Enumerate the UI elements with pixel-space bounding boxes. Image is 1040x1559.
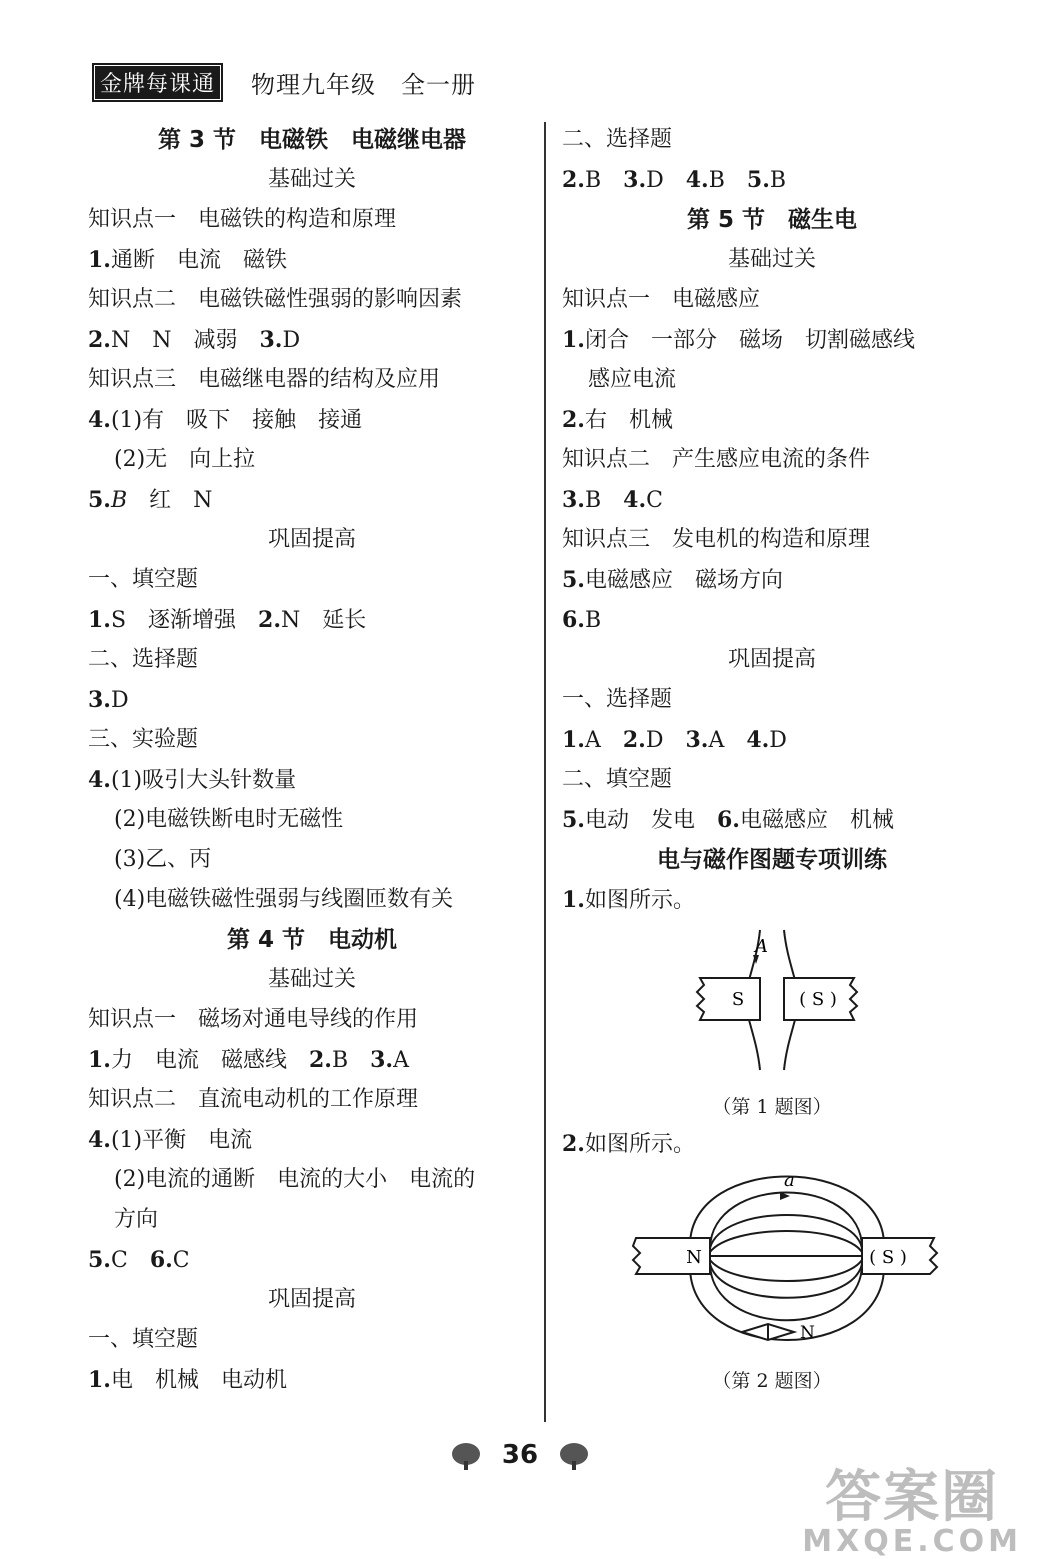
magnet-left-pole: S bbox=[731, 989, 745, 1010]
answer-line: 3.B 4.C bbox=[562, 487, 663, 513]
s5-kp2: 知识点二 产生感应电流的条件 bbox=[562, 447, 871, 472]
magnet-left bbox=[697, 978, 760, 1020]
book-subtitle: 物理九年级 全一册 bbox=[251, 70, 477, 99]
answer-line: (2)电磁铁断电时无磁性 bbox=[114, 807, 344, 832]
s5-basic-heading: 基础过关 bbox=[727, 247, 816, 272]
section-4-title: 第 4 节 电动机 bbox=[226, 927, 398, 953]
s5-choice-heading: 一、选择题 bbox=[562, 687, 673, 712]
answer-line: (2)电流的通断 电流的大小 电流的 bbox=[114, 1167, 476, 1192]
answer-line: 5.电磁感应 磁场方向 bbox=[562, 567, 783, 593]
answer-line: 5.C 6.C bbox=[88, 1247, 190, 1273]
needle-pole: N bbox=[800, 1323, 815, 1343]
answer-line: 1.通断 电流 磁铁 bbox=[88, 247, 287, 273]
r-choice-heading: 二、选择题 bbox=[562, 127, 673, 152]
field-line bbox=[710, 1264, 862, 1320]
field-line bbox=[710, 1193, 862, 1249]
answer-line: 5.电动 发电 6.电磁感应 机械 bbox=[562, 807, 894, 833]
field-line bbox=[710, 1231, 862, 1252]
s3-kp3: 知识点三 电磁继电器的结构及应用 bbox=[88, 367, 441, 392]
page-header bbox=[92, 62, 476, 102]
label-a: A bbox=[755, 936, 768, 957]
answer-line: (2)无 向上拉 bbox=[114, 447, 256, 472]
answer-line: 6.B bbox=[562, 607, 602, 633]
leaf-icon bbox=[449, 1441, 483, 1471]
answer-line: 2.B 3.D 4.B 5.B bbox=[562, 167, 787, 193]
s3-basic-heading: 基础过关 bbox=[267, 167, 356, 192]
answer-line: 1.力 电流 磁感线 2.B 3.A bbox=[88, 1047, 409, 1073]
figure-2 bbox=[562, 1164, 982, 1364]
magnet-left-pole: N bbox=[686, 1247, 702, 1268]
answer-line: 4.(1)吸引大头针数量 bbox=[88, 767, 297, 793]
watermark-line1: 答案圈 bbox=[825, 1465, 1000, 1530]
label-a: a bbox=[784, 1170, 795, 1191]
figure-1-caption: （第 1 题图） bbox=[712, 1096, 832, 1118]
answer-line: 1.电 机械 电动机 bbox=[88, 1367, 287, 1393]
column-divider bbox=[544, 122, 546, 1422]
answer-line: 5.B 红 N bbox=[88, 487, 213, 513]
figure-1 bbox=[562, 920, 982, 1090]
answer-line: (4)电磁铁磁性强弱与线圈匝数有关 bbox=[114, 887, 454, 912]
s3-kp2: 知识点二 电磁铁磁性强弱的影响因素 bbox=[88, 287, 463, 312]
s5-consolidate-heading: 巩固提高 bbox=[727, 647, 816, 672]
s4-basic-heading: 基础过关 bbox=[267, 967, 356, 992]
s5-kp1: 知识点一 电磁感应 bbox=[562, 287, 761, 312]
answer-line: 4.(1)平衡 电流 bbox=[88, 1127, 253, 1153]
s3-kp1: 知识点一 电磁铁的构造和原理 bbox=[88, 207, 397, 232]
answer-line: 3.D bbox=[88, 687, 129, 713]
figure-1-diagram bbox=[562, 920, 982, 1090]
leaf-icon bbox=[557, 1441, 591, 1471]
s4-consolidate-heading: 巩固提高 bbox=[267, 1287, 356, 1312]
answer-line: 感应电流 bbox=[588, 367, 677, 392]
answer-line: 方向 bbox=[114, 1207, 159, 1232]
s3-fill-heading: 一、填空题 bbox=[88, 567, 199, 592]
s3-consolidate-heading: 巩固提高 bbox=[267, 527, 356, 552]
answer-line: 2.右 机械 bbox=[562, 407, 673, 433]
s4-kp1: 知识点一 磁场对通电导线的作用 bbox=[88, 1007, 419, 1032]
s5-fill-heading: 二、填空题 bbox=[562, 767, 673, 792]
answer-line: 1.闭合 一部分 磁场 切割磁感线 bbox=[562, 327, 915, 353]
right-column bbox=[562, 120, 982, 1398]
special-training-title: 电与磁作图题专项训练 bbox=[657, 847, 887, 873]
s3-exp-heading: 三、实验题 bbox=[88, 727, 199, 752]
s4-fill-heading: 一、填空题 bbox=[88, 1327, 199, 1352]
s4-kp2: 知识点二 直流电动机的工作原理 bbox=[88, 1087, 419, 1112]
s5-kp3: 知识点三 发电机的构造和原理 bbox=[562, 527, 871, 552]
section-3-title: 第 3 节 电磁铁 电磁继电器 bbox=[157, 127, 467, 153]
page-number: 36 bbox=[501, 1440, 539, 1470]
question-line: 2.如图所示。 bbox=[562, 1131, 695, 1157]
answer-line: 1.A 2.D 3.A 4.D bbox=[562, 727, 787, 753]
answer-line: 2.N N 减弱 3.D bbox=[88, 327, 301, 353]
answer-line: 1.S 逐渐增强 2.N 延长 bbox=[88, 607, 367, 633]
section-5-title: 第 5 节 磁生电 bbox=[686, 207, 858, 233]
field-line bbox=[710, 1260, 862, 1281]
brand-logo: 金牌每课通 bbox=[92, 63, 223, 102]
question-line: 1.如图所示。 bbox=[562, 887, 695, 913]
magnet-right-pole: ( S ) bbox=[799, 989, 837, 1010]
watermark bbox=[802, 1465, 1022, 1559]
magnet-right-pole: ( S ) bbox=[869, 1247, 907, 1268]
figure-2-caption: （第 2 题图） bbox=[712, 1370, 832, 1392]
watermark-line2: MXQE.COM bbox=[802, 1524, 1022, 1559]
left-column bbox=[88, 120, 536, 1400]
answer-line: (3)乙、丙 bbox=[114, 847, 212, 872]
answer-line: 4.(1)有 吸下 接触 接通 bbox=[88, 407, 363, 433]
s3-choice-heading: 二、选择题 bbox=[88, 647, 199, 672]
figure-2-diagram bbox=[562, 1164, 982, 1364]
